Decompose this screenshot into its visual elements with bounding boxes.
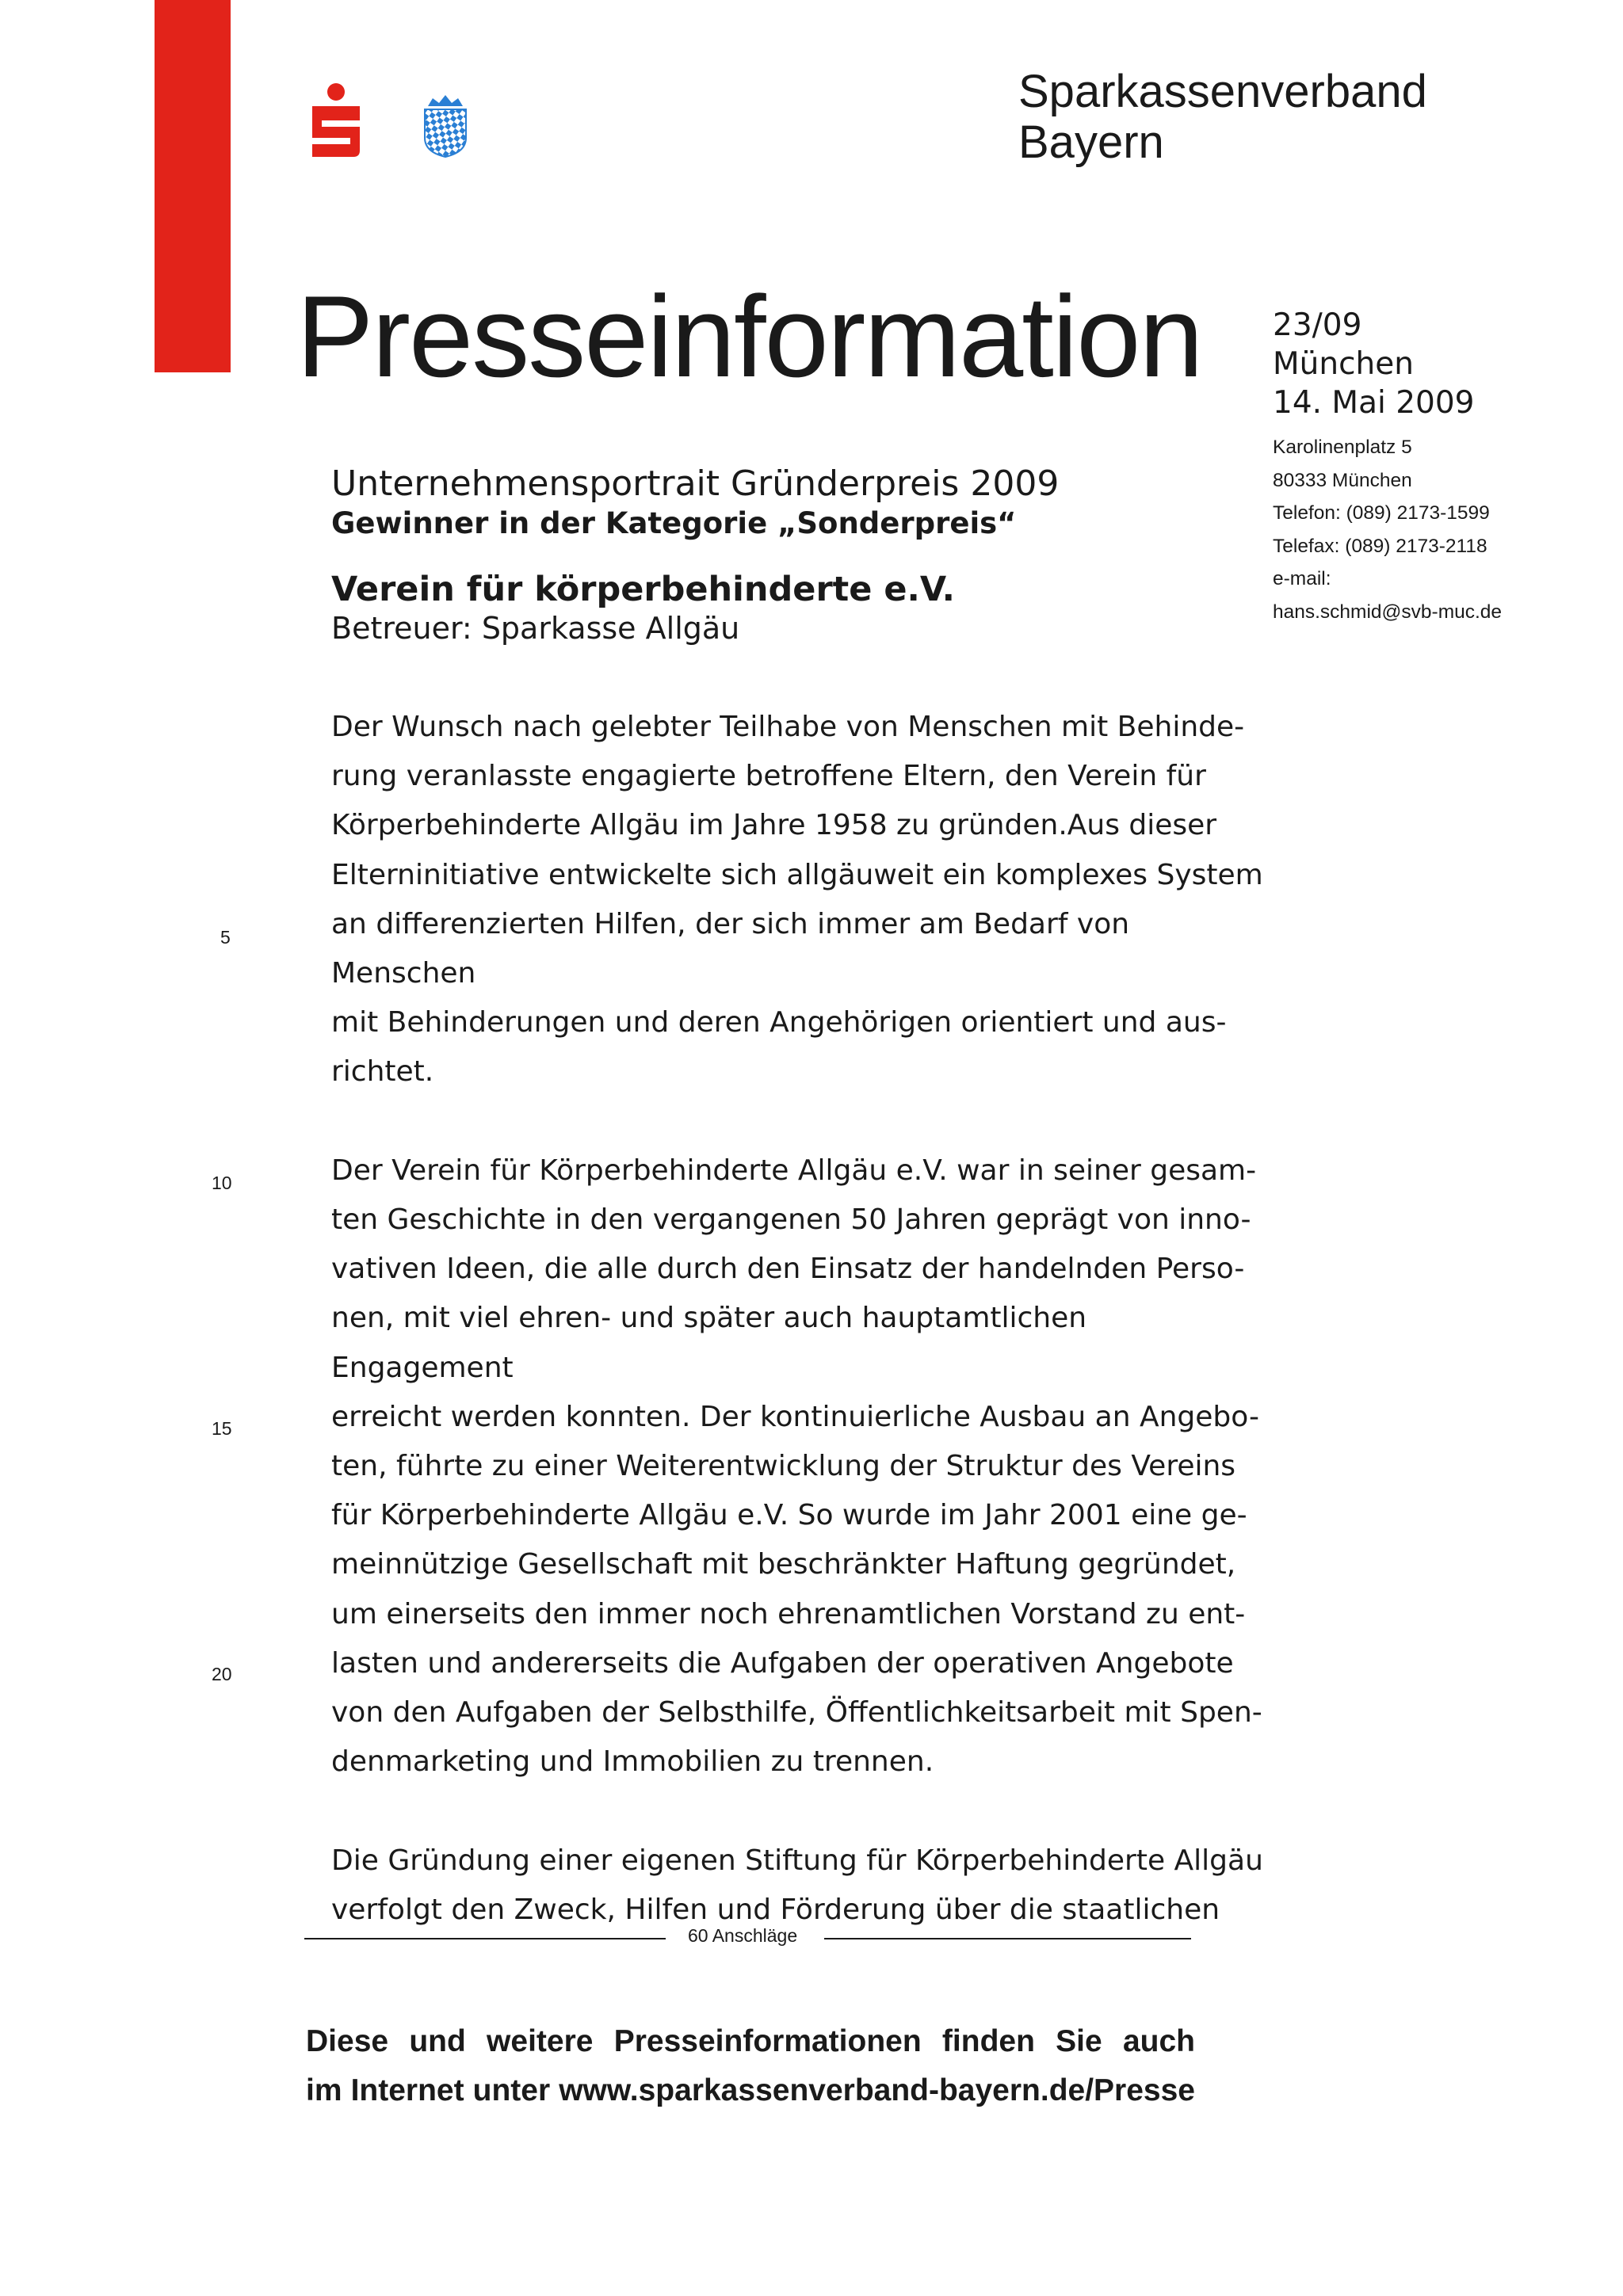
winner-advisor: Betreuer: Sparkasse Allgäu xyxy=(331,611,740,646)
organization-name-line1: Sparkassenverband xyxy=(1018,66,1427,117)
article-title: Unternehmensportrait Gründerpreis 2009 xyxy=(331,463,1060,504)
character-count: 60 Anschläge xyxy=(688,1925,798,1946)
organization-name-line2: Bayern xyxy=(1018,116,1164,168)
sparkasse-s-logo xyxy=(304,82,368,158)
release-date: 14. Mai 2009 xyxy=(1273,385,1475,421)
release-city: München xyxy=(1273,346,1414,382)
line-number-10: 10 xyxy=(212,1173,232,1193)
line-number-15: 15 xyxy=(212,1418,232,1439)
body-paragraph-1: Der Wunsch nach gelebter Teilhabe von Menschen mit Behinde- rung veranlasste engagierte betroffene Eltern, den Verein für Körperbehinderte Allgäu im Jahre 1958 zu gründen.Aus dieser Elterninitiative entwickelte sich allgäuweit ein komplexes System an differenzierten Hilfen, der sich immer am Bedarf von Menschen mit Behinderungen und deren Angehörigen orientiert und aus- richtet. xyxy=(331,711,1263,1089)
body-paragraph-3: Die Gründung einer eigenen Stiftung für Körperbehinderte Allgäu verfolgt den Zweck, Hilfen und Förderung über die staatlichen xyxy=(331,1844,1263,1926)
article-heading xyxy=(331,463,1243,646)
body-paragraph-2: Der Verein für Körperbehinderte Allgäu e.V. war in seiner gesam- ten Geschichte in den vergangenen 50 Jahren geprägt von inno- vativen Ideen, die alle durch den Einsatz der handelnden Perso- nen, mit viel ehren- und später auch hauptamtlichen Engagement erreicht werden konnten. Der kontinuierliche Ausbau an Angebo- ten, führte zu einer Weiterentwicklung der Struktur des Vereins für Körperbehinderte Allgäu e.V. So wurde im Jahr 2001 eine ge- meinnützige Gesellschaft mit beschränkter Haftung gegründet, um einerseits den immer noch ehrenamtlichen Vorstand zu ent- lasten und andererseits die Aufgaben der operativen Angebote von den Aufgaben der Selbsthilfe, Öffentlichkeitsarbeit mit Spen- denmarketing und Immobilien zu trennen. xyxy=(331,1154,1262,1779)
release-number: 23/09 xyxy=(1273,307,1362,343)
internet-notice xyxy=(306,2017,1195,2115)
contact-email-label: e-mail: xyxy=(1273,568,1331,589)
internet-notice-line2[interactable]: im Internet unter www.sparkassenverband-bayern.de/Presse xyxy=(306,2073,1195,2107)
contact-phone: Telefon: (089) 2173-1599 xyxy=(1273,502,1490,524)
brand-red-bar xyxy=(155,0,231,372)
internet-notice-line1: Diese und weitere Presseinformationen finden Sie auch xyxy=(306,2024,1195,2058)
winner-organization: Verein für körperbehinderte e.V. xyxy=(331,570,955,609)
article-body xyxy=(331,703,1266,1984)
press-release-meta xyxy=(1273,306,1474,422)
bavarian-crest-logo xyxy=(422,93,469,158)
organization-name xyxy=(1018,67,1427,168)
page-title: Presseinformation xyxy=(296,272,1202,401)
line-number-20: 20 xyxy=(212,1664,232,1684)
article-subtitle: Gewinner in der Kategorie „Sonderpreis“ xyxy=(331,506,1017,540)
contact-info xyxy=(1273,431,1502,628)
contact-fax: Telefax: (089) 2173-2118 xyxy=(1273,535,1487,557)
contact-street: Karolinenplatz 5 xyxy=(1273,437,1412,458)
contact-zip-city: 80333 München xyxy=(1273,469,1412,491)
footer-rule-right xyxy=(824,1938,1191,1939)
contact-email[interactable]: hans.schmid@svb-muc.de xyxy=(1273,601,1503,623)
footer-rule-left xyxy=(304,1938,666,1939)
line-number-5: 5 xyxy=(220,927,231,948)
